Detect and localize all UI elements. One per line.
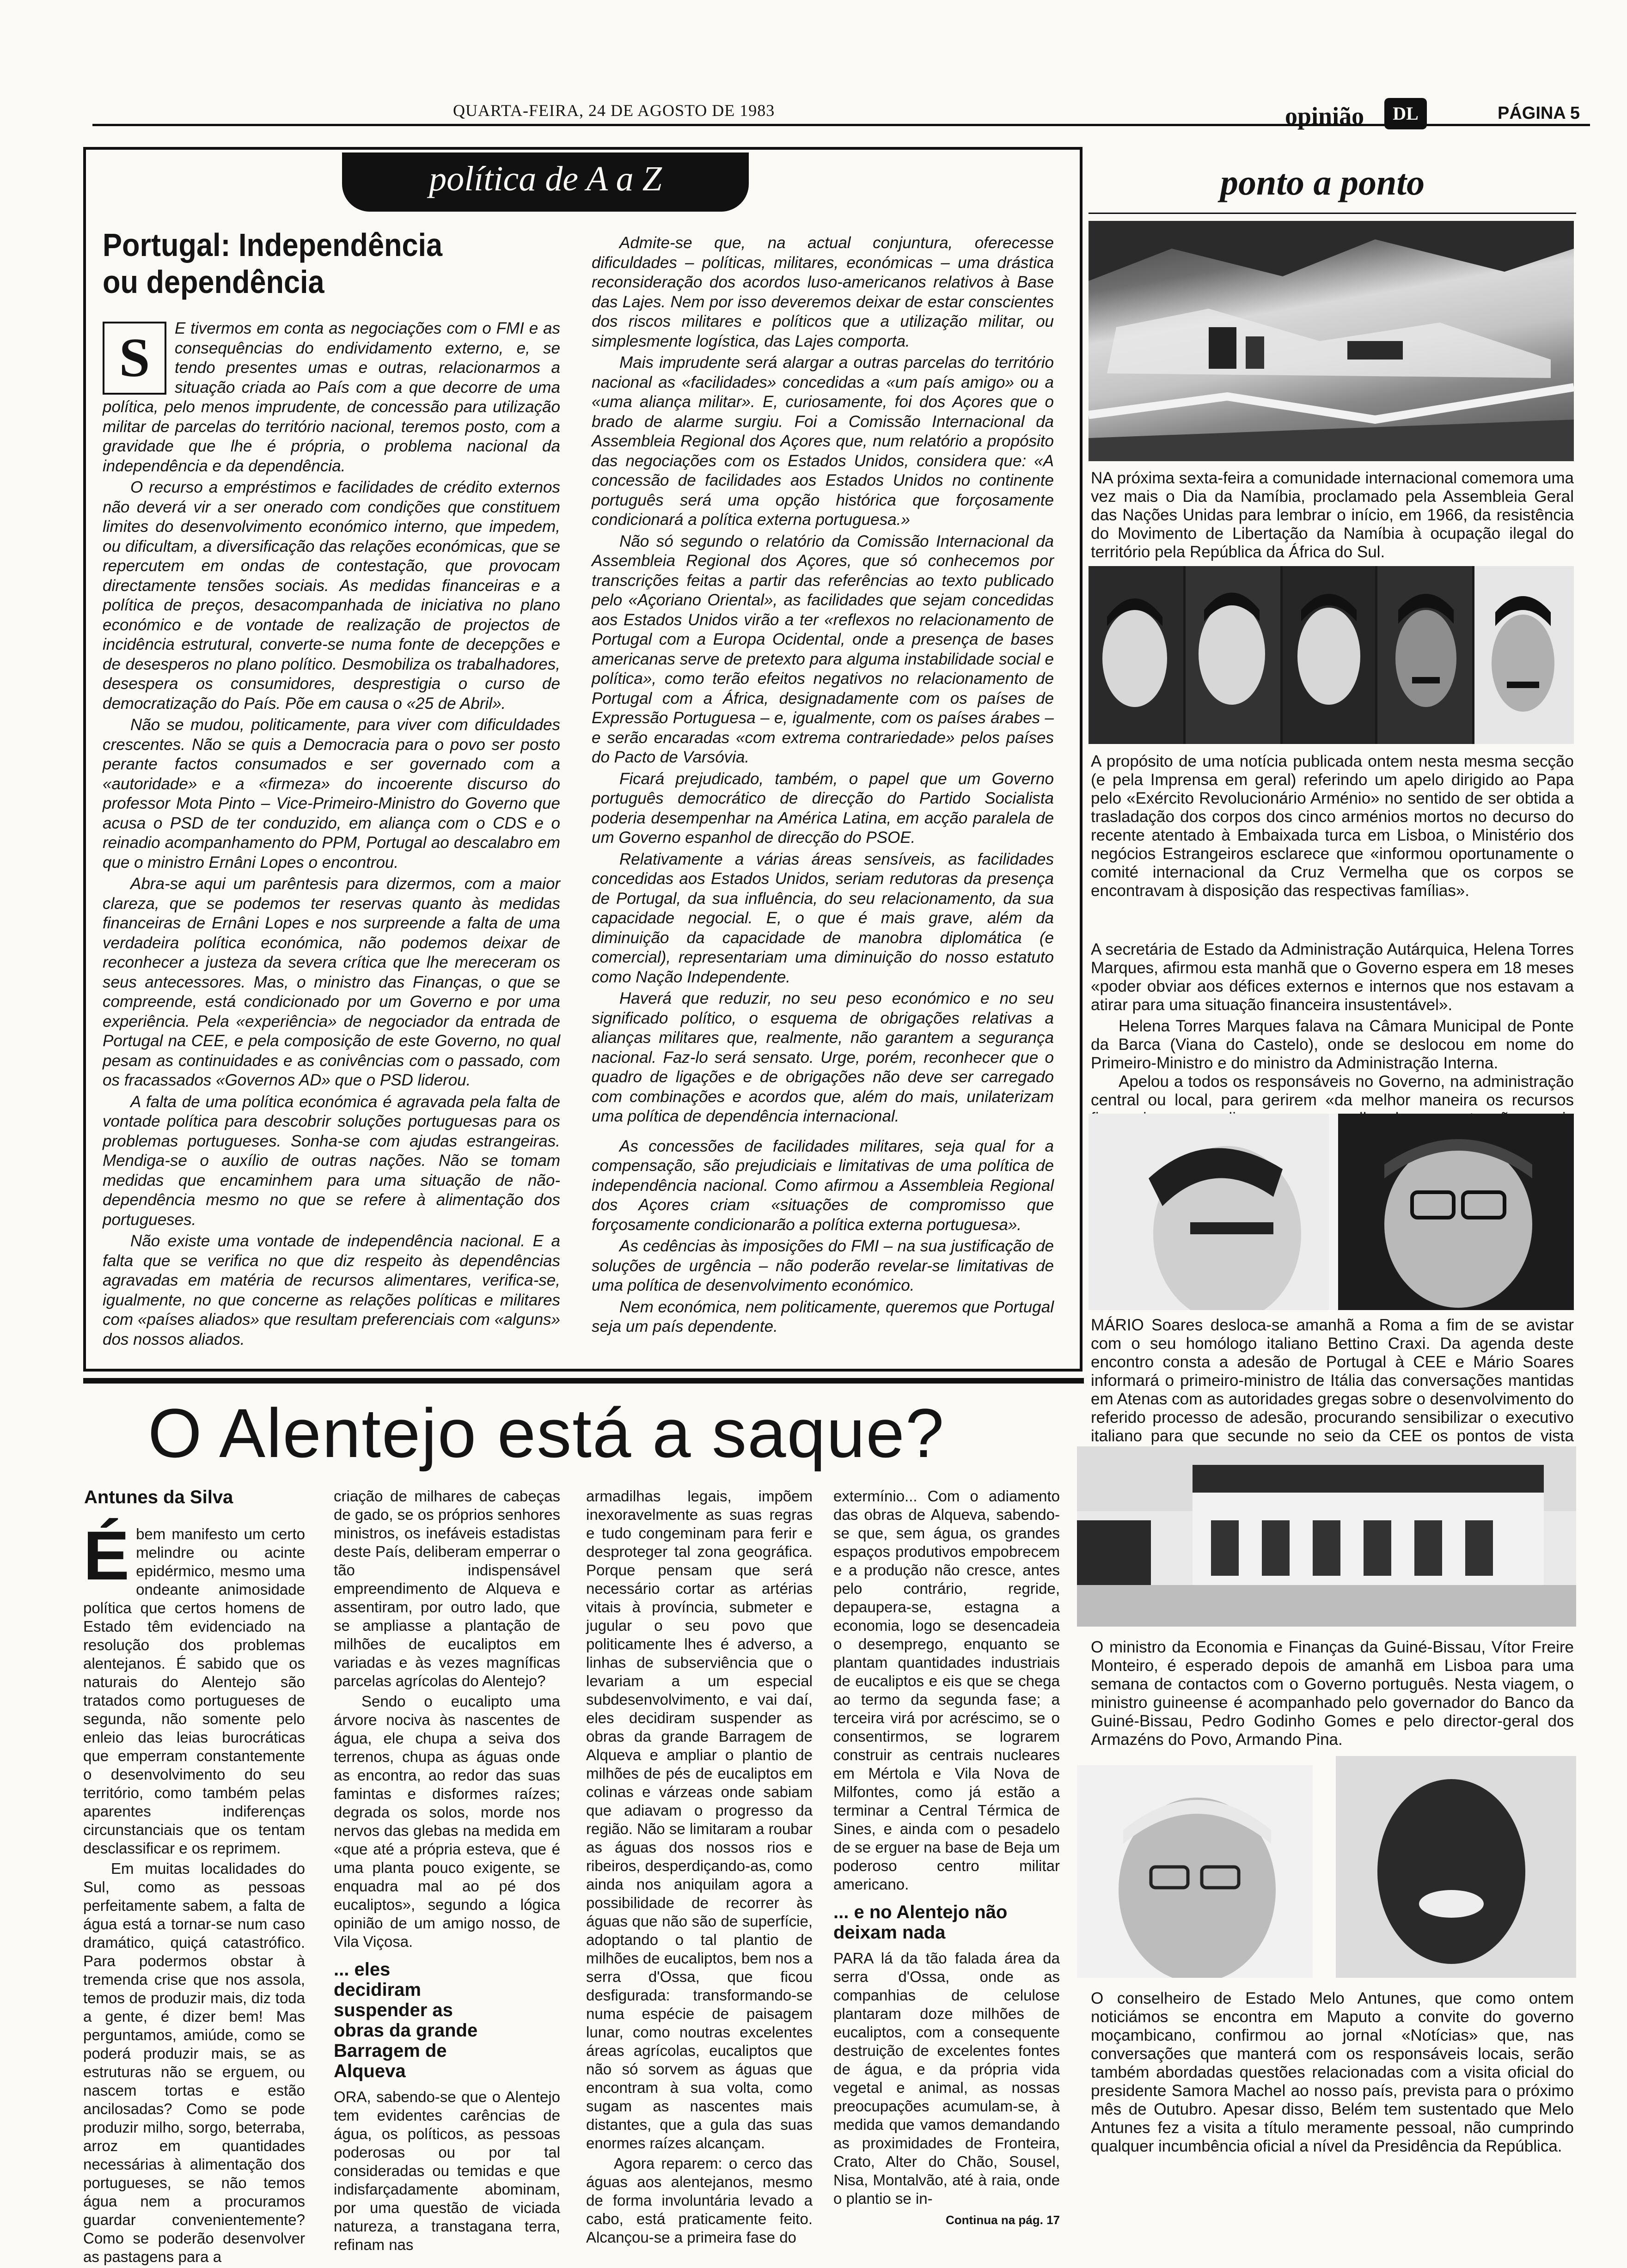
helena-p1: A secretária de Estado da Administração Autárquica, Helena Torres Marques, afirmou esta manhã que o Governo espera em 18 meses «poder obviar aos défices externos e internos que nos estavam a atirar para uma situação financeira insustentável». (1091, 940, 1574, 1014)
article2-c2c: ORA, sabendo-se que o Alentejo tem evidentes carências de água, os políticos, as pessoas poderosas ou por tal consideradas ou temidas e que indisfarçadamente abominam, por uma questão de viciada natureza, a transtagana terra, refinam nas (334, 2088, 560, 2253)
article2-author: Antunes da Silva (84, 1487, 233, 1507)
article1-p13: As concessões de facilidades militares, seja qual for a compensação, são prejudiciais e limitativas de uma política de independência nacional. Como afirmou a Assembleia Regional dos Açores criam «situações de compromisso que forçosamente condicionarão a política externa portuguesa». (592, 1137, 1054, 1234)
article2-subhead1: ... eles decidiram suspender as obras da grande Barragem de Alqueva (334, 1959, 478, 2081)
article1-p9: Não só segundo o relatório da Comissão Internacional da Assembleia Regional dos Açores, que só conhecemos por transcrições feitas a partir das referências ao texto publicado pelo «Açoriano Oriental», as facilidades que sejam concedidas aos Estados Unidos virão a ter «reflexos no relacionamento de Portugal com a Europa Ocidental, onde a presença de bases americanas serve de pretexto para alguma instabilidade social e política», como terão efeitos negativos no relacionamento de Portugal com a África, designadamente com os países de Expressão Portuguesa – e, igualmente, com os países árabes – e serão encaradas «com extrema contrariedade» pelos países do Pacto de Varsóvia. (592, 532, 1054, 766)
article2-headline: O Alentejo está a saque? (148, 1394, 945, 1472)
section-divider (83, 1378, 1084, 1384)
two-portraits-2 (1077, 1756, 1576, 1978)
header-date: QUARTA-FEIRA, 24 DE AGOSTO DE 1983 (453, 101, 775, 120)
continued-note: Continua na pág. 17 (945, 2213, 1060, 2227)
sidebar-item-guine: O ministro da Economia e Finanças da Guiné-Bissau, Vítor Freire Monteiro, é esperado depois de amanhã em Lisboa para uma semana de contactos com o Governo português. Nesta viagem, o ministro guineense é acompanhado pelo governador do Banco da Guiné-Bissau, Pedro Godinho Gomes e pelo director-geral dos Armazéns do Povo, Armando Pina. (1091, 1638, 1574, 1749)
portraits-strip (1089, 566, 1574, 744)
article2-c4b: PARA lá da tão falada área da serra d'Ossa, onde as companhias de celulose plantaram doze milhões de eucaliptos, com a consequente destruição de excelentes fontes de água, e da própria vida vegetal e animal, as nossas preocupações acumulam-se, à medida que vamos demandando as proximidades de Fronteira, Crato, Alter do Chão, Sousel, Nisa, Montalvão, até à raia, onde o plantio se in- (833, 1950, 1060, 2207)
article1-p3: Não se mudou, politicamente, para viver com dificuldades crescentes. Não se quis a Democracia para o povo ser posto perante factos consumados e ser governado com a «autoridade» e a «firmeza» do incoerente discurso do professor Mota Pinto – Vice-Primeiro-Ministro do Governo que acusa o PSD de ter conduzido, em aliança com o CDS e o reinadio acompanhamento do PPM, Portugal ao descalabro em que o ministro Ernâni Lopes o encontrou. (103, 716, 560, 872)
article1-p10: Ficará prejudicado, também, o papel que um Governo português democrático de direcção do Partido Socialista poderia desempenhar na América Latina, em acção paralela de um Governo espanhol de direcção do PSOE. (592, 769, 1054, 847)
article1-p5: A falta de uma política económica é agravada pela falta de vontade política para descobrir soluções portuguesas para os problemas portugueses. Sonha-se com ajudas estrangeiras. Mendiga-se o auxílio de outras nações. Não se tomam medidas que encaminhem para uma situação de não-dependência mesmo no que se refere à alimentação dos portugueses. (103, 1092, 560, 1229)
article2-column4 (833, 1487, 1060, 2229)
sidebar-item-namibia: NA próxima sexta-feira a comunidade internacional comemora uma vez mais o Dia da Namíbia, proclamado pela Assembleia Geral das Nações Unidas para lembrar o início, em 1966, da resistência do Movimento de Libertação da Namíbia à ocupação ilegal do território pela República da África do Sul. (1091, 469, 1574, 561)
article2-subhead2: ... e no Alentejo não deixam nada (833, 1902, 1008, 1943)
namibia-landscape-photo (1089, 221, 1574, 461)
section-label: opinião (1285, 102, 1364, 130)
article2-c2b: Sendo o eucalipto uma árvore nociva às nascentes de água, ele chupa a seiva dos terrenos, chupa as águas onde as encontra, ao redor das suas famintas e disformes raízes; degrada os solos, morde nos nervos das glebas na medida em «que até a própria esteva, que é uma planta pouco exigente, se enquadra mal ao pé dos eucaliptos», segundo a lógica opinião de um amigo nosso, de Vila Viçosa. (334, 1693, 560, 1950)
article1-p12: Haverá que reduzir, no seu peso económico e no seu significado político, o esquema de obrigações relativas a alianças militares que, realmente, não garantem a segurança nacional. Faz-lo será sensato. Urge, porém, reconhecer que o quadro de ligações e de obrigações não deve ser carregado com combinações e acordos que, além do mais, unilaterizam uma política de dependência internacional. (592, 989, 1054, 1125)
article-title (103, 226, 442, 300)
melo-antunes-photo (1077, 1756, 1576, 1978)
landscape-illustration (1089, 221, 1574, 461)
article2-c1: bem manifesto um certo melindre ou acinte epidérmico, mesmo uma ondeante animosidade política que certos homens de Estado têm evidenciado na resolução dos problemas alentejanos. É sabido que os naturais do Alentejo são tratados como portugueses de segunda, não somente pelo enleio das leias burocráticas que emperram constantemente o desenvolvimento do seu território, como também pelas aparentes indiferenças circunstanciais que os tentam desclassificar e os reprimem. (83, 1525, 305, 1857)
page-number: PÁGINA 5 (1498, 104, 1580, 123)
sidebar-title-rule (1089, 213, 1576, 214)
column-banner-title: política de A a Z (429, 159, 662, 198)
article2-c4: extermínio... Com o adiamento das obras de Alqueva, sabendo-se que, sem água, os grandes espaços produtivos empobrecem e a produção não cresce, antes pelo contrário, regride, depaupera-se, estagna a economia, logo se desencadeia o desemprego, enquanto se plantam quantidades industriais de eucaliptos e eis que se chega ao termo da segunda fase; a terceira virá por acréscimo, se o consentirmos, se lograrem construir as centrais nucleares em Mértola e Vila Nova de Milfontes, como já estão a terminar a Central Térmica de Sines, e ainda com o pesadelo de se erguer na base de Beja um poderoso centro militar americano. (833, 1488, 1060, 1893)
article-title-line2: ou dependência (103, 264, 324, 300)
sidebar-title: ponto a ponto (1220, 162, 1425, 202)
sidebar-item-soares: MÁRIO Soares desloca-se amanhã a Roma a fim de se avistar com o seu homólogo italiano Bettino Craxi. Da agenda deste encontro consta a adesão de Portugal à CEE e Mário Soares informará o primeiro-ministro de Itália das conversações mantidas em Atenas com as autoridades gregas sobre o desenvolvimento do referido processo de adesão, procurando sensibilizar o executivo italiano para que secunde no seio da CEE os pontos de vista (1091, 1316, 1574, 1445)
article1-column1 (103, 319, 560, 1351)
helena-p3: Apelou a todos os responsáveis no Governo, na administração central ou local, para gerirem «da melhor maneira os recursos (1091, 1073, 1574, 1109)
sidebar-item-melo-antunes: O conselheiro de Estado Melo Antunes, que como ontem noticiámos se encontra em Maputo a convite do governo moçambicano, confirmou ao jornal «Notícias» que, nas conversações que manterá com os responsáveis locais, serão também abordadas questões relacionadas com a visita oficial do presidente Samora Machel ao nosso país, prevista para o próximo mês de Outubro. Apesar disso, Belém tem sustentado que Melo Antunes fez a visita a título meramente pessoal, não cumprindo qualquer incumbência oficial a nível da Presidência da República. (1091, 1989, 1574, 2155)
two-portraits (1089, 1114, 1574, 1310)
article2-column1 (83, 1517, 305, 2268)
article1-p14: As cedências às imposições do FMI – na sua justificação de soluções de urgência – não poderão revelar-se limitativas de uma política de desenvolvimento económico. (592, 1237, 1054, 1294)
article1-p6: Não existe uma vontade de independência nacional. E a falta que se verifica no que diz respeito às dependências agravadas em matéria de recursos alimentares, verifica-se, igualmente, no que concerne as relações políticas e militares com «países aliados» que resultam preferenciais com «alguns» dos nossos aliados. (103, 1232, 560, 1348)
article1-column2 (592, 233, 1054, 1339)
building-photo (1077, 1446, 1576, 1627)
article2-c3b: Agora reparem: o cerco das águas aos alentejanos, mesmo de forma involuntária levado a cabo, está praticamente feito. Alcançou-se a primeira fase do (586, 2155, 813, 2246)
article1-p7: Admite-se que, na actual conjuntura, oferecesse dificuldades – políticas, militares, económicas – uma drástica reconsideração dos acordos luso-americanos relativos à Base das Lajes. Nem por isso deveremos deixar de estar conscientes dos riscos militares e políticos que a utilização militar, ou simplesmente logística, das Lajes comporta. (592, 234, 1054, 350)
helena-p2: Helena Torres Marques falava na Câmara Municipal de Ponte da Barca (Viana do Castelo), onde se deslocou em nome do Primeiro-Ministro e do ministro da Administração Interna. (1091, 1017, 1574, 1072)
five-armenians-photo (1089, 566, 1574, 744)
article2-c2: criação de milhares de cabeças de gado, se os próprios senhores ministros, os inefáveis estadistas deste País, deliberam emperrar o tão indispensável empreendimento de Alqueva e assentiram, por outro lado, que se ampliasse a plantação de milhões de eucaliptos em variadas e às vezes magníficas parcelas agrícolas do Alentejo? (334, 1488, 560, 1689)
article2-column3 (586, 1487, 813, 2249)
dropcap-s: S (103, 322, 166, 395)
sidebar-item-armenians: A propósito de uma notícia publicada ontem nesta mesma secção (e pela Imprensa em geral) referindo um apelo dirigido ao Papa pelo «Exército Revolucionário Arménio» no sentido de ser obtida a trasladação dos corpos dos cinco arménios mortos no decurso do recente atentado à Embaixada turca em Lisboa, o Ministério dos negócios Estrangeiros esclarece que «informou oportunamente o comité internacional da Cruz Vermelha que os corpos se encontravam à disposição das respectivas famílias». (1091, 752, 1574, 900)
soares-craxi-photo (1089, 1114, 1574, 1310)
dropcap-e: É (83, 1517, 130, 1594)
building-illustration (1077, 1446, 1576, 1627)
article-title-line1: Portugal: Independência (103, 227, 443, 263)
article1-p1: E tivermos em conta as negociações com o FMI e as consequências do endividamento externo, e, se tendo presentes umas e outras, relacionarmos a situação criada ao País com a que decorre de uma política, pelo menos imprudente, de concessão para utilização militar de parcelas do território nacional, teremos posto, com a gravidade que lhe é própria, o problema nacional da independência e da dependência. (103, 319, 560, 475)
article2-column2 (334, 1487, 560, 2256)
article1-p4: Abra-se aqui um parêntesis para dizermos, com a maior clareza, que se podemos ter reservas quanto às medidas financeiras de Ernâni Lopes e nos surpreende a falta de uma verdadeira política económica, não podemos deixar de reconhecer a justeza da severa crítica que lhe mereceram os seus antecessores. Mas, o ministro das Finanças, o que se compreende, está condicionado por um Governo e por uma experiência. Pela «experiência» de negociador da entrada de Portugal na CEE, e pela composição de este Governo, no qual pesam as continuidades e as conivências com o passado, com os fracassados «Governos AD» que o PSD liderou. (103, 875, 560, 1089)
header-rule (92, 124, 1590, 126)
newspaper-logo: DL (1384, 98, 1427, 129)
article2-c3: armadilhas legais, impõem inexoravelmente as suas regras e tudo congeminam para ferir e desproteger tal zona geográfica. Porque pensam que será necessário cortar as artérias vitais à província, submeter e jugular o seu povo que politicamente lhes é adverso, a linhas de subserviência que o levariam a um especial subdesenvolvimento, e vai daí, eles decidiram suspender as obras da grande Barragem de Alqueva e ampliar o plantio de milhões de pés de eucaliptos em colinas e várzeas onde sabiam que adiavam o progresso da região. Não se limitaram a roubar as águas dos nossos rios e ribeiros, desperdiçando-as, como ainda nos aniquilam agora a possibilidade de recorrer às águas que não são de superfície, adoptando o tal plantio de milhões de eucaliptos, bem nos a serra d'Ossa, que ficou desfigurada: transformando-se numa espécie de paisagem lunar, como noutras excelentes áreas agrícolas, eucaliptos que não só sorvem as águas que encontram à sua volta, como sugam as nascentes mais distantes, que a gula das suas enormes raízes alcançam. (586, 1488, 813, 2152)
article1-p11: Relativamente a várias áreas sensíveis, as facilidades concedidas aos Estados Unidos, seriam redutoras da presença de Portugal, da sua influência, do seu relacionamento, da sua capacidade negocial. E, o que é mais grave, além da diminuição da capacidade de manobra diplomática (e comercial), representariam uma diminuição do nosso estatuto como Nação Independente. (592, 850, 1054, 986)
article2-c1b: Em muitas localidades do Sul, como as pessoas perfeitamente sabem, a falta de água está a tornar-se num caso dramático, quiçá catastrófico. Para podermos obstar à tremenda crise que nos assola, temos de produzir mais, diz toda a gente, é dizer bem! Mas perguntamos, amiúde, como se poderá produzir mais, se as estruturas não se erguem, ou nascem tortas e estão ancilosadas? Como se pode produzir milho, sorgo, beterraba, arroz em quantidades necessárias à alimentação dos portugueses, se não temos água nem a procuramos guardar convenientemente? Como se poderão desenvolver as pastagens para a (83, 1860, 305, 2265)
article1-p8: Mais imprudente será alargar a outras parcelas do território nacional as «facilidades» concedidas a «um país amigo» ou a «uma aliança militar». E, curiosamente, foi dos Açores que o brado de alarme surgiu. Foi a Comissão Internacional da Assembleia Regional dos Açores que, num relatório a propósito das negociações com os Estados Unidos, considera que: «A concessão de facilidades aos Estados Unidos no continente português será uma opção histórica que forçosamente condicionará a política externa portuguesa.» (592, 354, 1054, 529)
article1-p2: O recurso a empréstimos e facilidades de crédito externos não deverá vir a ser onerado com condições que constituem limites do desenvolvimento económico interno, que impedem, ou dificultam, a diversificação das relações económicas, que se repercutem em ondas de contestação, que provocam directamente tensões sociais. As medidas financeiras e a política de preços, desacompanhada de iniciativa no plano económico e de vontade de realização de projectos de incidência estrutural, converte-se numa fonte de decepções e de desesperos no plano político. Desmobiliza os trabalhadores, desespera os consumidores, desprestigia o curso de democratização do País. Põe em causa o «25 de Abril». (103, 478, 560, 713)
article1-p15: Nem económica, nem politicamente, queremos que Portugal seja um país dependente. (592, 1298, 1054, 1335)
